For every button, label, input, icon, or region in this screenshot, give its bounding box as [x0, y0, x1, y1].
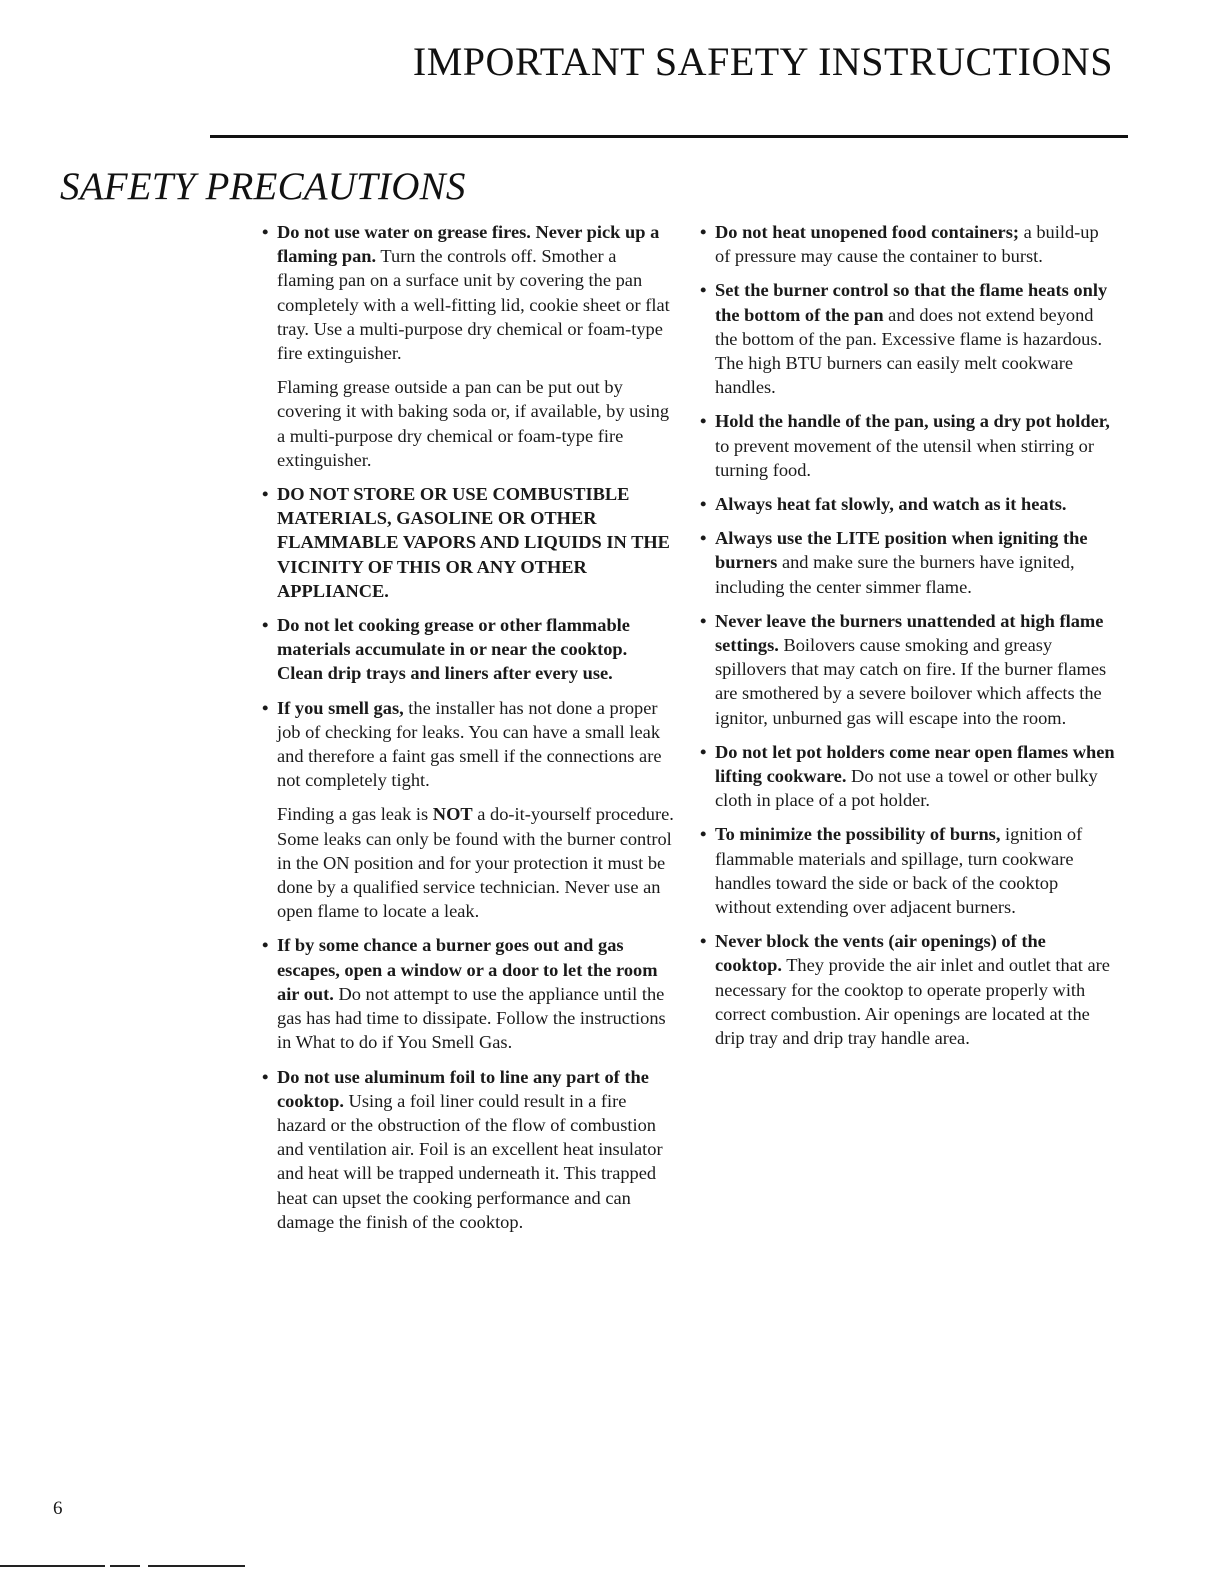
emphasis-text: NOT	[432, 804, 473, 825]
bullet: •	[700, 494, 707, 515]
item-heading: To minimize the possibility of burns,	[715, 824, 1001, 845]
bullet: •	[700, 280, 707, 301]
list-item	[700, 526, 1115, 599]
list-item	[700, 929, 1115, 1050]
list-item	[262, 613, 674, 686]
footer-scan-line	[0, 1565, 245, 1567]
item-text: Do not use a towel or other bulky cloth in place of a pot holder.	[715, 766, 1098, 811]
item-heading: Do not use water on grease fires. Never pick up a flaming pan.	[277, 222, 660, 267]
page-number: 6	[53, 1498, 63, 1519]
list-item	[700, 409, 1115, 482]
bullet: •	[262, 1066, 269, 1087]
item-text: Do not attempt to use the appliance until the gas has had time to dissipate. Follow the instructions in What to do if You Smell Gas.	[277, 983, 666, 1053]
list-item	[700, 220, 1115, 268]
item-heading: If you smell gas,	[277, 697, 404, 718]
item-text: They provide the air inlet and outlet that are necessary for the cooktop to operate properly with correct combustion. Air openings are located at the drip tray and drip tray handle area.	[715, 955, 1110, 1049]
item-text: and make sure the burners have ignited, including the center simmer flame.	[715, 552, 1075, 597]
bullet: •	[262, 935, 269, 956]
bullet: •	[700, 741, 707, 762]
bullet: •	[700, 222, 707, 242]
list-item	[262, 696, 674, 793]
item-heading: DO NOT STORE OR USE COMBUSTIBLE MATERIALS, GASOLINE OR OTHER FLAMMABLE VAPORS AND LIQUIDS IN THE VICINITY OF THIS OR ANY OTHER APPLIANCE.	[277, 484, 670, 601]
bullet: •	[700, 411, 707, 432]
item-text: ignition of flammable materials and spillage, turn cookware handles toward the side or back of the cooktop without extending over adjacent burners.	[715, 824, 1083, 918]
item-text: Using a foil liner could result in a fire hazard or the obstruction of the flow of combustion and ventilation air. Foil is an excellent heat insulator and heat will be trapped underneath it. This trapped heat can upset the cooking performance and can damage the finish of the cooktop.	[277, 1090, 663, 1232]
list-item	[262, 933, 674, 1054]
item-text: Finding a gas leak is	[277, 804, 433, 825]
item-heading: Never block the vents (air openings) of the cooktop.	[715, 931, 1046, 976]
list-item	[700, 278, 1115, 399]
item-heading: Do not let pot holders come near open flames when lifting cookware.	[715, 741, 1115, 787]
list-item	[262, 1065, 674, 1234]
left-column	[262, 220, 674, 1244]
bullet: •	[262, 484, 269, 505]
bullet: •	[700, 931, 707, 952]
item-heading: Do not heat unopened food containers;	[715, 222, 1019, 242]
header-divider	[210, 135, 1128, 138]
list-item	[700, 822, 1115, 919]
item-heading: Always use the LITE position when igniting the burners	[715, 528, 1088, 573]
bullet: •	[262, 697, 269, 718]
bullet: •	[700, 824, 707, 845]
list-item	[700, 740, 1115, 813]
item-heading: Do not use aluminum foil to line any part of the cooktop.	[277, 1066, 649, 1111]
list-item	[700, 492, 1115, 516]
item-text: Turn the controls off. Smother a flaming pan on a surface unit by covering the pan completely with a well-fitting lid, cookie sheet or flat tray. Use a multi-purpose dry chemical or foam-type fire extinguisher.	[277, 246, 670, 364]
section-title: SAFETY PRECAUTIONS	[60, 165, 466, 208]
item-heading: If by some chance a burner goes out and gas escapes, open a window or a door to let the room air out.	[277, 935, 658, 1004]
item-heading: Always heat fat slowly, and watch as it heats.	[715, 494, 1067, 515]
page-header-title: IMPORTANT SAFETY INSTRUCTIONS	[412, 39, 1113, 84]
item-heading: Hold the handle of the pan, using a dry pot holder,	[715, 411, 1110, 432]
right-column	[700, 220, 1115, 1060]
item-heading: Never leave the burners unattended at high flame settings.	[715, 610, 1104, 656]
item-heading: Do not let cooking grease or other flammable materials accumulate in or near the cooktop. Clean drip trays and liners after every use.	[277, 615, 630, 684]
item-text: a do-it-yourself procedure. Some leaks can only be found with the burner control in the ON position and for your protection it must be done by a qualified service technician. Never use an open flame to locate a leak.	[277, 804, 674, 922]
item-text: the installer has not done a proper job of checking for leaks. You can have a small leak and therefore a faint gas smell if the connections are not completely tight.	[277, 697, 662, 791]
item-text: and does not extend beyond the bottom of the pan. Excessive flame is hazardous. The high BTU burners can easily melt cookware handles.	[715, 304, 1103, 398]
item-heading: Set the burner control so that the flame heats only the bottom of the pan	[715, 280, 1108, 325]
list-item	[700, 609, 1115, 730]
bullet: •	[700, 610, 707, 631]
item-text: a build-up of pressure may cause the container to burst.	[715, 222, 1099, 267]
item-text: Boilovers cause smoking and greasy spillovers that may catch on fire. If the burner flames are smothered by a severe boilover which affects the ignitor, unburned gas will escape into the room.	[715, 635, 1107, 728]
item-text: to prevent movement of the utensil when stirring or turning food.	[715, 435, 1094, 480]
list-item	[262, 482, 674, 603]
item-paragraph	[262, 802, 674, 923]
list-item	[262, 220, 674, 365]
bullet: •	[262, 615, 269, 636]
bullet: •	[262, 222, 269, 242]
bullet: •	[700, 528, 707, 549]
item-paragraph: Flaming grease outside a pan can be put out by covering it with baking soda or, if available, by using a multi-purpose dry chemical or foam-type fire extinguisher.	[277, 377, 670, 470]
